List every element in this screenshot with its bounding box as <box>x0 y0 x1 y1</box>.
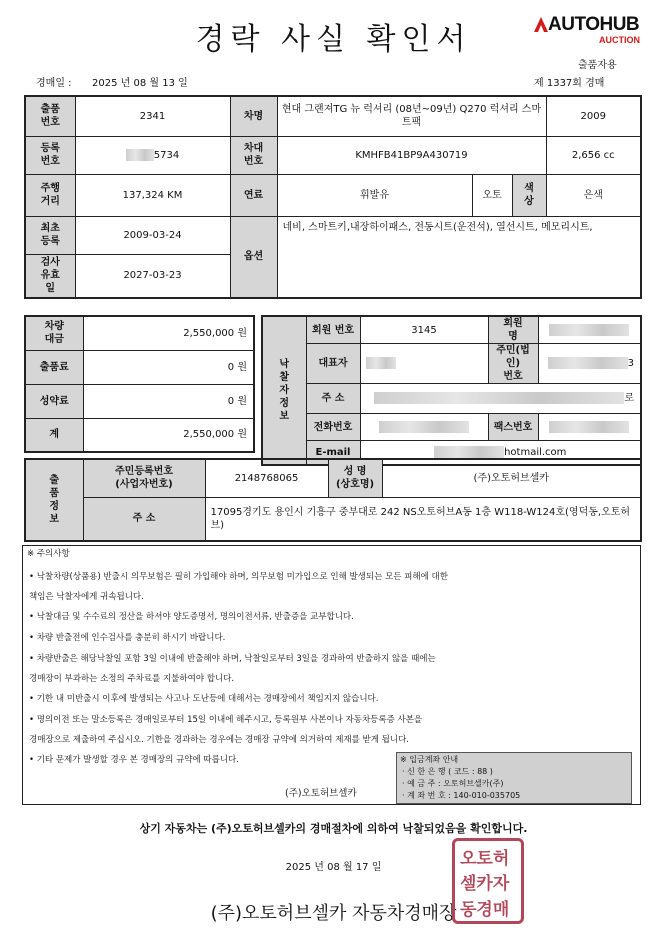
vehicle-price-label: 차량 대금 <box>25 316 83 350</box>
deposit-line: · 계 좌 번 호 : 140-010-035705 <box>402 791 521 800</box>
email-label: E-mail <box>306 441 360 465</box>
model-name: 현대 그랜져TG 뉴 럭셔리 (08년~09년) Q270 럭셔리 스마트팩 <box>277 96 546 136</box>
redacted-block <box>549 421 629 433</box>
first-reg: 2009-03-24 <box>75 216 230 254</box>
note-line: • 낙찰차량(상품용) 반출시 의무보험은 필히 가입해야 하며, 의무보험 미가입으로 인해 발생되는 모든 피해에 대한 <box>29 572 448 582</box>
auction-date: 2025 년 08 월 13 일 <box>92 78 188 89</box>
confirmation-statement: 상기 자동차는 (주)오토허브셀카의 경매절차에 의하여 낙찰되었음을 확인합니다. <box>139 822 528 835</box>
displacement: 2,656 cc <box>546 136 641 174</box>
seller-info-table <box>24 458 642 542</box>
phone-label: 전화번호 <box>306 414 360 441</box>
fuel-label: 연료 <box>230 174 277 216</box>
buyer-address-label: 주 소 <box>306 384 360 414</box>
deposit-heading: ※ 입금계좌 안내 <box>400 755 459 764</box>
year: 2009 <box>546 96 641 136</box>
document-purpose: 출품자용 <box>578 60 617 71</box>
member-name-label: 회원 명 <box>488 316 538 344</box>
first-reg-label: 최초 등록 <box>25 216 75 254</box>
entry-no: 2341 <box>75 96 230 136</box>
company-seal-stamp: 오토허 셀카자 동경매 <box>452 838 524 924</box>
email: hotmail.com <box>504 446 567 458</box>
mileage-label: 주행 거리 <box>25 174 75 216</box>
seller-address: 17095경기도 용인시 기흥구 중부대로 242 NS오토허브A동 1층 W118-W124호(영덕동,오토허브) <box>205 497 641 541</box>
entry-fee: 0 원 <box>83 350 254 384</box>
note-line: 경매장으로 제출하여 주십시오. 기한을 경과하는 경우에는 경매장 규약에 의거하여 제재를 받게 됩니다. <box>29 735 409 745</box>
issue-date: 2025 년 08 월 17 일 <box>285 862 382 873</box>
redacted-block <box>379 421 469 433</box>
biz-no: 2148768065 <box>205 459 328 497</box>
resident-no-tail: 3 <box>627 358 635 369</box>
redacted-block <box>366 357 396 369</box>
contract-fee-label: 성약료 <box>25 384 83 418</box>
note-line: • 차량 반출전에 인수검사를 충분히 하시기 바랍니다. <box>29 633 226 643</box>
entry-fee-label: 출품료 <box>25 350 83 384</box>
vin: KMHFB41BP9A430719 <box>277 136 546 174</box>
mileage: 137,324 KM <box>75 174 230 216</box>
auction-date-label: 경매일 : <box>36 78 72 89</box>
contract-fee: 0 원 <box>83 384 254 418</box>
transmission: 오토 <box>472 174 512 216</box>
buyer-section-label: 낙 찰 자 정 보 <box>262 316 306 465</box>
buyer-info-table <box>261 315 642 466</box>
inspection: 2027-03-23 <box>75 254 230 298</box>
notes-heading: ※ 주의사항 <box>27 549 70 559</box>
vin-label: 차대 번호 <box>230 136 277 174</box>
buyer-address-tail: 로 <box>624 393 635 404</box>
reg-no: 5734 <box>153 149 180 161</box>
deposit-line: · 예 금 주 : 오토허브셀카(주) <box>402 779 504 788</box>
member-no-label: 회원 번호 <box>306 316 360 344</box>
phone-cell <box>360 414 488 441</box>
fax-label: 팩스번호 <box>488 414 538 441</box>
vehicle-info-table <box>24 95 642 299</box>
resident-no-label: 주민(법인) 번호 <box>488 344 538 384</box>
reg-no-cell <box>75 136 230 174</box>
member-no: 3145 <box>360 316 488 344</box>
options: 네비, 스마트키,내장하이패스, 전동시트(운전석), 열선시트, 메모리시트, <box>277 216 641 298</box>
seller-address-label: 주 소 <box>83 497 205 541</box>
issuer-company: (주)오토허브셀카 자동차경매장 <box>210 903 457 924</box>
deposit-line: · 신 한 은 행 ( 코드 : 88 ) <box>402 767 493 776</box>
document-title: 경락 사실 확인서 <box>195 22 472 57</box>
logo-text: AUTOHUB <box>548 14 640 35</box>
note-line: 책임은 낙찰자에게 귀속됩니다. <box>29 592 144 602</box>
payment-table <box>24 315 255 453</box>
notes-signer: (주)오토허브셀카 <box>285 788 357 799</box>
note-line: • 기타 문제가 발생할 경우 본 경매장의 규약에 따릅니다. <box>29 755 239 765</box>
note-line: • 낙찰대금 및 수수료의 정산을 하셔야 양도증명서, 명의이전서류, 반출증을 교부합니다. <box>29 612 354 622</box>
color-label: 색 상 <box>512 174 546 216</box>
reg-no-label: 등록 번호 <box>25 136 75 174</box>
note-line: • 명의이전 또는 말소등록은 경매일로부터 15일 이내에 해주시고, 등록원부 사본이나 자동차등록증 사본을 <box>29 715 423 725</box>
note-line: • 기한 내 미반출시 이후에 발생되는 사고나 도난등에 대해서는 경매장에서 책임지지 않습니다. <box>29 694 379 704</box>
deposit-account-box <box>396 752 632 804</box>
model-label: 차명 <box>230 96 277 136</box>
biz-no-label: 주민등록번호 (사업자번호) <box>83 459 205 497</box>
entry-no-label: 출품 번호 <box>25 96 75 136</box>
seller-name: (주)오토허브셀카 <box>382 459 641 497</box>
resident-no-cell <box>538 344 641 384</box>
redacted-block <box>126 149 154 161</box>
note-line: • 차량반출은 해당낙찰일 포함 3일 이내에 반출해야 하며, 낙찰일로부터 3일을 경과하여 반출하지 않을 때에는 <box>29 654 436 664</box>
total-label: 계 <box>25 418 83 452</box>
total: 2,550,000 원 <box>83 418 254 452</box>
options-label: 옵션 <box>230 216 277 298</box>
inspection-label: 검사 유효 일 <box>25 254 75 298</box>
seller-name-label: 성 명 (상호명) <box>328 459 382 497</box>
fuel: 휘발유 <box>277 174 472 216</box>
note-line: 경매장이 부과하는 소정의 주차료를 지불하여야 합니다. <box>29 674 235 684</box>
auction-round: 제 1337회 경매 <box>534 78 605 89</box>
logo-subtext: AUCTION <box>599 35 640 45</box>
redacted-block <box>548 357 628 369</box>
autohub-logo <box>532 14 644 48</box>
redacted-block <box>374 392 624 404</box>
member-name-cell <box>538 316 641 344</box>
representative-cell <box>360 344 488 384</box>
vehicle-price: 2,550,000 원 <box>83 316 254 350</box>
redacted-block <box>549 324 629 336</box>
color: 은색 <box>546 174 641 216</box>
representative-label: 대표자 <box>306 344 360 384</box>
redacted-block <box>434 446 504 458</box>
seller-section-label: 출 품 정 보 <box>25 459 83 541</box>
buyer-address-cell <box>360 384 641 414</box>
fax-cell <box>538 414 641 441</box>
